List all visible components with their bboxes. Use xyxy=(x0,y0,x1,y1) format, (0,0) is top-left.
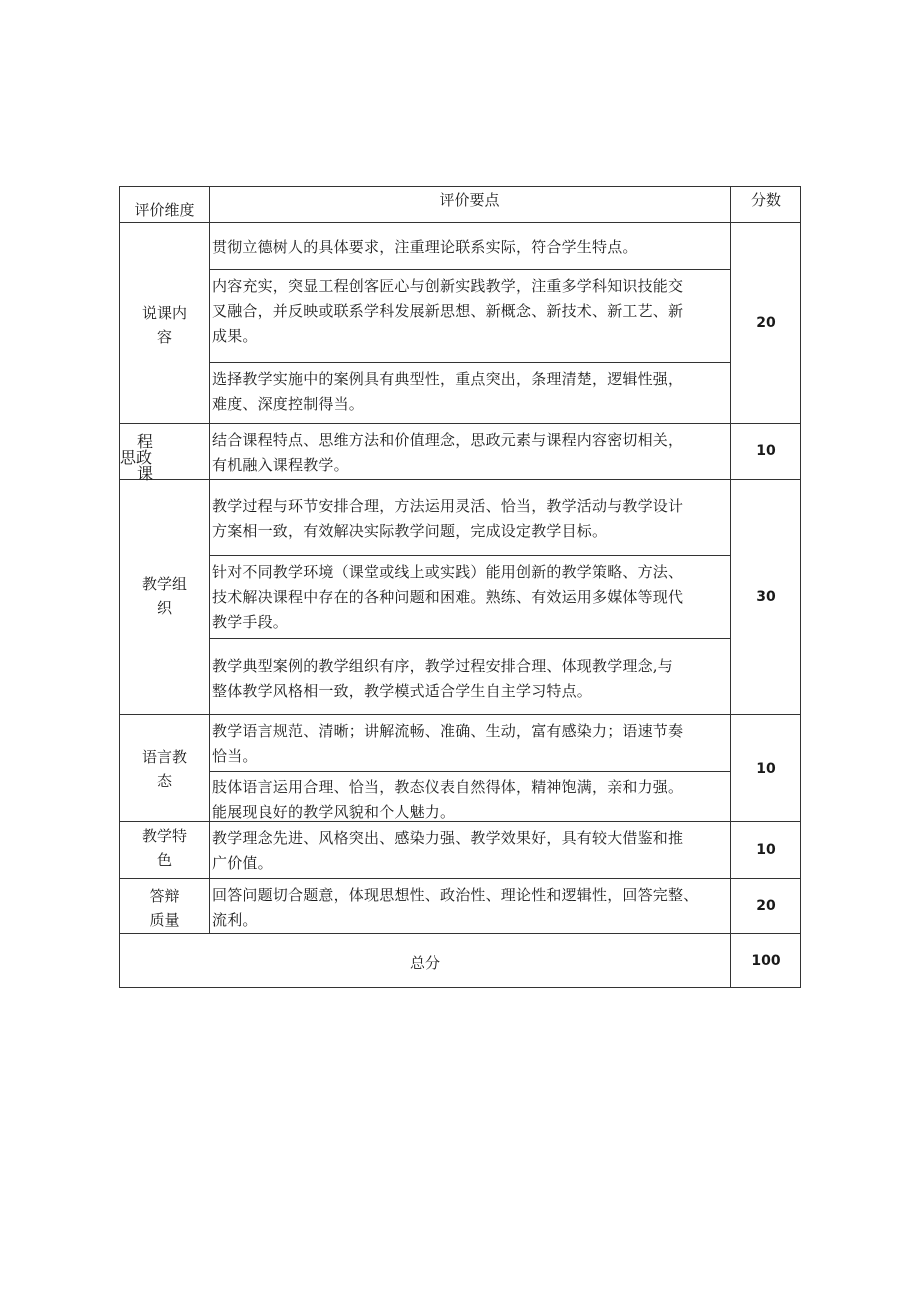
point-text: 教学理念先进、风格突出、感染力强、教学效果好，具有较大借鉴和推 广价值。 xyxy=(212,829,684,872)
score-value: 20 xyxy=(756,315,776,331)
point-text: 选择教学实施中的案例具有典型性，重点突出，条理清楚，逻辑性强， 难度、深度控制得当。 xyxy=(212,370,684,413)
dimension-label: 语言教 态 xyxy=(141,748,187,790)
dimension-label: 说课内 容 xyxy=(141,304,187,346)
dimension-label: 程 xyxy=(137,432,154,451)
score-value: 30 xyxy=(756,589,776,605)
dimension-label: 教学组 织 xyxy=(141,575,187,617)
point-text: 结合课程特点、思维方法和价值理念，思政元素与课程内容密切相关， 有机融入课程教学。 xyxy=(212,431,684,474)
row-divider-2 xyxy=(120,479,800,480)
evaluation-table xyxy=(119,186,801,988)
sub-divider xyxy=(209,362,730,363)
row-divider-6 xyxy=(120,933,800,934)
sub-divider xyxy=(209,269,730,270)
header-score: 分数 xyxy=(750,191,781,209)
point-text: 贯彻立德树人的具体要求，注重理论联系实际，符合学生特点。 xyxy=(212,238,638,256)
sub-divider xyxy=(209,638,730,639)
total-score: 100 xyxy=(751,953,781,969)
dimension-label: 思政 xyxy=(120,448,153,467)
dimension-label: 教学特 色 xyxy=(141,827,187,869)
point-text: 针对不同教学环境（课堂或线上或实践）能用创新的教学策略、方法、 技术解决课程中存在的各种问题和困难。熟练、有效运用多媒体等现代 教学手段。 xyxy=(212,563,684,631)
row-divider-5 xyxy=(120,878,800,879)
sub-divider xyxy=(209,555,730,556)
header-points: 评价要点 xyxy=(439,191,500,209)
score-value: 10 xyxy=(756,842,776,858)
row-divider-1 xyxy=(120,423,800,424)
dimension-label: 答辩 质量 xyxy=(149,887,180,929)
row-divider-header xyxy=(120,222,800,223)
dimension-label: 课 xyxy=(137,464,154,483)
score-value: 10 xyxy=(756,761,776,777)
point-text: 教学过程与环节安排合理，方法运用灵活、恰当，教学活动与教学设计 方案相一致，有效解决实际教学问题，完成设定教学目标。 xyxy=(212,497,684,540)
total-label: 总分 xyxy=(409,954,440,972)
row-divider-3 xyxy=(120,714,800,715)
sub-divider xyxy=(209,771,730,772)
score-value: 20 xyxy=(756,898,776,914)
score-value: 10 xyxy=(756,443,776,459)
point-text: 回答问题切合题意，体现思想性、政治性、理论性和逻辑性，回答完整、 流利。 xyxy=(212,886,699,929)
col-divider-2 xyxy=(730,187,731,987)
point-text: 肢体语言运用合理、恰当，教态仪表自然得体，精神饱满，亲和力强。 能展现良好的教学风貌和个人魅力。 xyxy=(212,778,684,821)
point-text: 教学典型案例的教学组织有序，教学过程安排合理、体现教学理念,与 整体教学风格相一致，教学模式适合学生自主学习特点。 xyxy=(212,657,673,700)
point-text: 教学语言规范、清晰；讲解流畅、准确、生动，富有感染力；语速节奏 恰当。 xyxy=(212,722,684,765)
point-text: 内容充实，突显工程创客匠心与创新实践教学，注重多学科知识技能交 叉融合，并反映或联系学科发展新思想、新概念、新技术、新工艺、新 成果。 xyxy=(212,277,684,345)
header-dimension: 评价维度 xyxy=(134,201,195,219)
